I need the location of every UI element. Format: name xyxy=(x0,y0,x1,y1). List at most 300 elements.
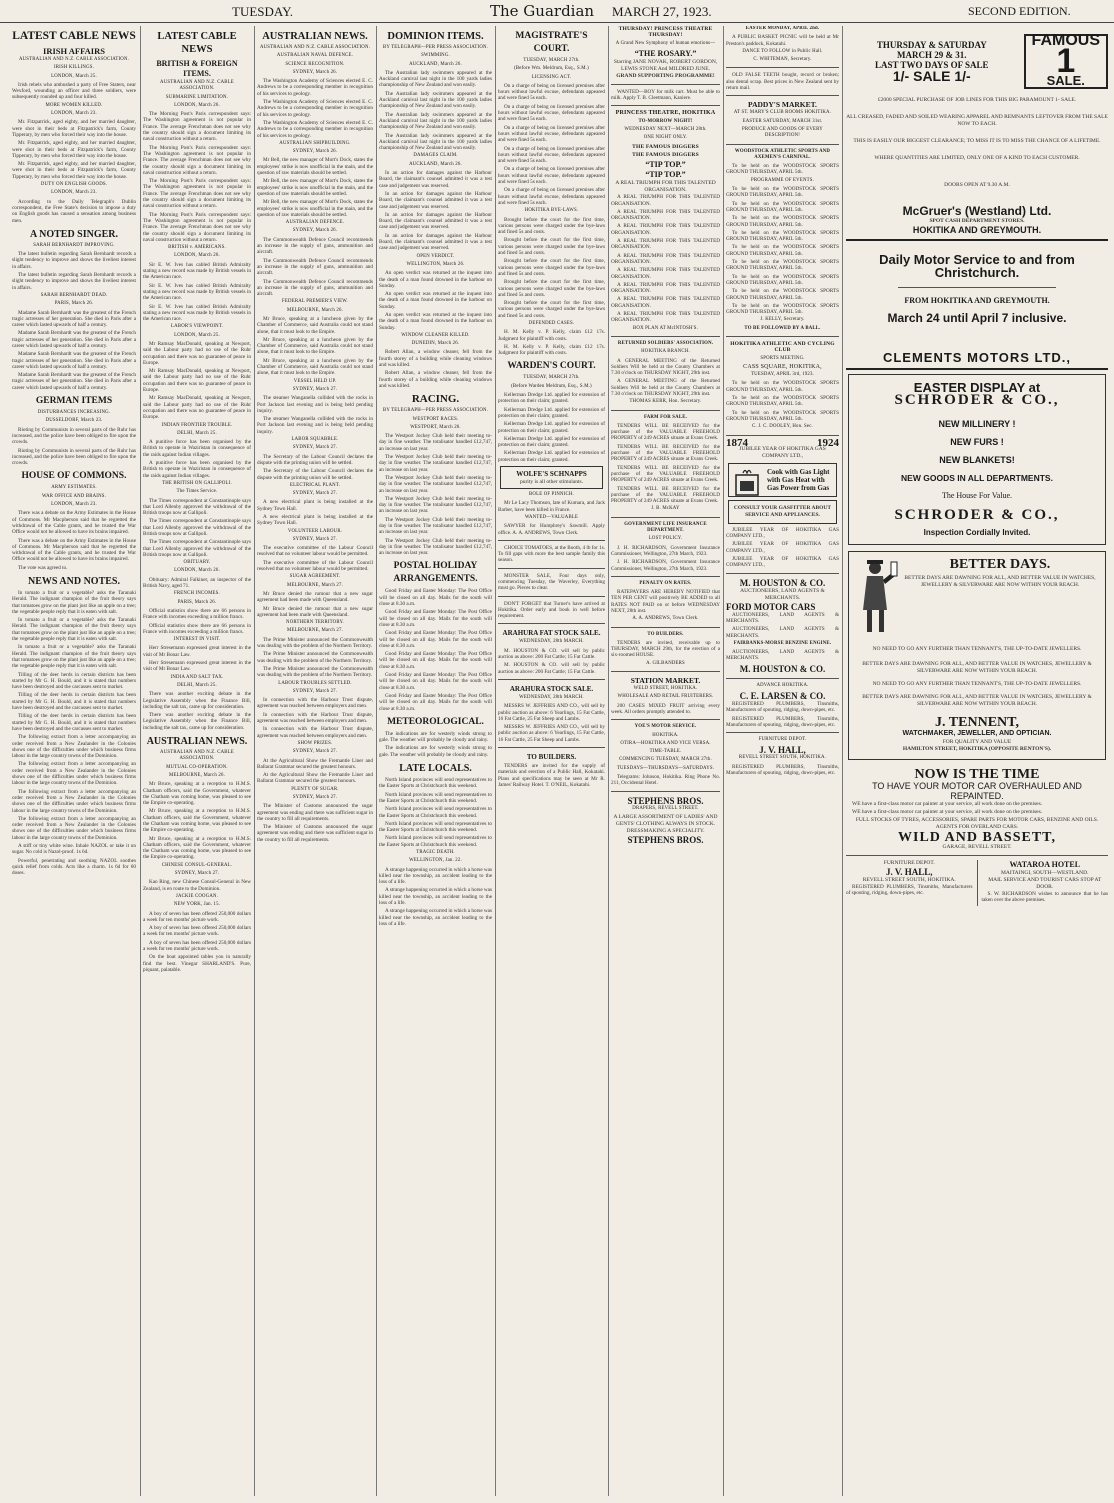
source-line: AUSTRALIAN AND N.Z. CABLE ASSOCIATION. xyxy=(160,80,234,92)
article-text: The steamer Wanganella collided with the rocks in Port Jackson last evening and is being held pending inquiry. xyxy=(257,416,373,435)
famous-label: FAMOUS xyxy=(1031,32,1100,49)
kicker: HOKITIKA BYE-LAWS. xyxy=(524,208,579,214)
ad-title: M. HOUSTON & CO. xyxy=(739,577,826,588)
ad-line: J. KELLY, Secretary. xyxy=(760,317,805,323)
ad-line: TUESDAY, APRIL 3rd, 1923. xyxy=(751,372,814,378)
article-text: The Australian lady swimmers appeared at the Auckland carnival last night in the 100 yards ladies championship of New Zealand and won easily. xyxy=(379,90,492,110)
ad-line: ADVANCE HOKITIKA. xyxy=(756,682,809,688)
article-text: Robert Allan, a window cleaner, fell from the fourth storey of a building while cleaning windows and was killed. xyxy=(379,349,492,369)
ad-title: J. TENNENT, xyxy=(935,714,1019,730)
article-text: The Commonwealth Defence Council recommends an increase in the supply of guns, ammunition and aircraft. xyxy=(257,257,373,277)
article-text: The Westport Jockey Club held their meeting to-day in fine weather. The totalisator handled £12,747, an increase on last year. xyxy=(379,495,492,515)
ad-text: TENDERS WILL BE RECEIVED for the purchase of the VALUABLE FREEHOLD PROPERTY of 249 ACRES situate at Evans Creek. xyxy=(611,422,720,442)
article-text: There was a debate on the Army Estimates in the House of Commons. Mr Macpherson said that he regretted the withdrawal of the Cable grants, and he trusted the War Office would not be allowed to have its brains impaired. xyxy=(12,510,136,536)
ad-text: To be held on the WOODSTOCK SPORTS GROUND THURSDAY, APRIL 5th. xyxy=(726,395,839,408)
headline: GERMAN ITEMS xyxy=(35,396,113,407)
dateline: DUSSELDORF, March 23. xyxy=(45,418,103,424)
ad-line: LAST TWO DAYS OF SALE xyxy=(875,59,989,70)
ad-text: AUCTIONEERS, LAND AGENTS & MERCHANTS. xyxy=(726,626,839,639)
column-8 xyxy=(846,26,1108,1496)
ad-text: To be held on the WOODSTOCK SPORTS GROUND THURSDAY, APRIL 5th. xyxy=(726,259,839,272)
ad-line: NEW FURS ! xyxy=(950,436,1004,447)
article-text: The Australian lady swimmers appeared at the Auckland carnival last night in the 100 yards ladies championship of New Zealand and won easily. xyxy=(379,69,492,89)
ad-text: OLD FALSE TEETH bought, record or broken; also dental scrap. Best prices in New Zealand sent by return mail. xyxy=(726,72,839,92)
masthead-edition: SECOND EDITION. xyxy=(968,4,1071,18)
ad-text: BETTER DAYS ARE DAWNING FOR ALL, AND BETTER VALUE IN WATCHES, JEWELLERY & SILVERWARE ARE NOW WITHIN YOUR REACH. xyxy=(904,574,1096,588)
ad-text: REGISTERED PLUMBERS, Tinsmiths, Manufacturers of spouting, ridging, down-pipes, etc. xyxy=(726,763,839,777)
kicker: VESSEL HELD UP. xyxy=(293,378,337,384)
dateline: DUNEDIN, March 26. xyxy=(411,341,460,347)
headline: LATEST CABLE NEWS xyxy=(12,30,136,42)
dateline: LONDON, March 23. xyxy=(51,190,97,196)
article-text: M. HOUSTON & CO. will sell by public auction as above: 200 Fat Cattle; 15 Fat Cattle. xyxy=(498,647,605,661)
ad-line: Inspection Cordially Invited. xyxy=(923,527,1031,537)
tennent-ad xyxy=(848,551,1106,760)
article-text: A boy of seven has been offered 250,000 dollars a week for ten months' picture work. xyxy=(143,925,251,938)
article-text: Mr Bell, the new manager of Mort's Dock, states the employees' strike is now unofficial in the main, and the question of raw materials should be settled. xyxy=(257,199,373,218)
article-text: The following extract from a letter accompanying an order received from a New Zealander in the Colonies shows one of the difficulties under which business firms labour in the large country towns of the Dominion. xyxy=(12,815,136,841)
article-text: Mr Bruce, speaking at a reception to H.M.S. Chatham officers, said the Government, whatever the Chatham was coming home, was pleased to see the Empire co-operating. xyxy=(143,808,251,834)
kicker: DAMAGES CLAIM. xyxy=(413,153,458,159)
article-text: North Island provinces will send representatives to the Easter Sports at Christchurch this weekend. xyxy=(379,806,492,819)
article-text: A stiff or tiny white wine. Inhale NAZOL or take it on sugar. No cold is Nazol-proof. 1s 6d. xyxy=(12,842,136,856)
ad-text: JUBILEE YEAR OF HOKITIKA GAS COMPANY LTD., xyxy=(726,526,839,540)
ad-text: A REAL TRIUMPH FOR THIS TALENTED ORGANISATION. xyxy=(611,223,720,236)
article-text: MONSTER SALE, Four days only, commencing Tuesday, the Waverley, Everything must go. Pieces to clear. xyxy=(498,572,605,592)
kicker: SUBMARINE LIMITATION. xyxy=(165,94,229,100)
article-text: The executive committee of the Labour Council resolved that no volunteer labour would be permitted. xyxy=(257,545,373,558)
ad-line: FARM FOR SALE. xyxy=(643,414,688,420)
article-text: Good Friday and Easter Monday: The Post Office will be closed on all day. Mails for the south will close at 8.30 a.m. xyxy=(379,692,492,712)
ad-line: TO BE FOLLOWED BY A BALL. xyxy=(744,325,821,331)
ad-text: A REAL TRIUMPH FOR THIS TALENTED ORGANISATION. xyxy=(611,296,720,309)
dateline: TUESDAY, MARCH 27th. xyxy=(523,375,580,381)
dateline: SYDNEY, March 26. xyxy=(292,69,338,75)
ad-text: REGISTERED PLUMBERS, Tinsmiths, Manufacturers of spouting, ridging, down-pipes, etc. xyxy=(726,701,839,714)
article-text: There was another exciting debate in the Legislative Assembly when the Finance Bill, including the salt tax, came up for consideration. xyxy=(143,691,251,710)
ad-text: JUBILEE YEAR OF HOKITIKA GAS COMPANY LTD., xyxy=(726,541,839,554)
ad-title: CLEMENTS MOTORS LTD., xyxy=(882,349,1072,365)
article-text: Irish rebels who ambushed a party of Free Staters, near Wexford, wounding an officer and three soldiers, were subsequently rounded up and four killed. xyxy=(12,81,136,101)
article-text: Madame Sarah Bernhardt was the greatest of the French tragic actresses of her generation. She died in Paris after a career which lasted upwards of half a century. xyxy=(12,309,136,329)
ad-line: C. J. C. DOOLEY, Hon. Sec. xyxy=(752,424,813,430)
ad-line: FAIRBANKS-MORSE BENZINE ENGINE. xyxy=(733,640,832,646)
article-text: In an action for damages against the Harbour Board, the claimant's counsel admitted it was a test case and judgement was reserved. xyxy=(379,232,492,252)
dateline: SYDNEY, March 27. xyxy=(292,794,338,800)
ad-text: BETTER DAYS ARE DAWNING FOR ALL, AND BETTER VALUE IN WATCHES, JEWELLERY & SILVERWARE ARE NOW WITHIN YOUR REACH. xyxy=(862,660,1092,674)
article-text: North Island provinces will send representatives to the Easter Sports at Christchurch this weekend. xyxy=(379,791,492,804)
dateline: PARIS, March 26. xyxy=(177,599,217,605)
article-text: M. HOUSTON & CO. will sell by public auction as above: 200 Fat Cattle; 15 Fat Cattle. xyxy=(498,662,605,675)
dateline: MELBOURNE, March 27. xyxy=(287,628,343,634)
kicker: LABOUR TROUBLES SETTLED. xyxy=(278,680,352,686)
headline: MAGISTRATE'S COURT. xyxy=(515,31,588,54)
article-text: Mr Ramsay MacDonald, speaking at Newport, said the Labour party had no use of the Ruhr occupation and there was no guarantee of peace in Europe. xyxy=(143,340,251,366)
famous-sale: SALE. xyxy=(1046,73,1085,89)
article-text: Mr. Fitzpatrick, aged eighty, and her married daughter, were shot in their beds at Fitzpatrick's farm, County Tipperary, by men who forced their way into the house. xyxy=(12,161,136,180)
article-text: An open verdict was returned at the inquest into the death of a man found drowned in the harbour on Sunday. xyxy=(379,291,492,310)
article-text: The following extract from a letter accompanying an order received from a New Zealander in the Colonies shows one of the difficulties under which business firms labour in the large country towns of the Dominion. xyxy=(12,788,136,814)
article-text: At the Agricultural Show the Fremantle Liner and Ballarat Grammar secured the greatest honours. xyxy=(257,772,373,785)
ad-line: THE FAMOUS DIGGERS xyxy=(632,151,699,158)
column-4 xyxy=(379,26,492,1496)
article-text: There was a debate on the Army Estimates in the House of Commons. Mr Macpherson said that he regretted the withdrawal of the Cable grants, and he trusted the War Office would not be allowed to have its brains impaired. xyxy=(12,537,136,563)
article-text: Mr Bruce, speaking at a luncheon given by the Chamber of Commerce, said Australia could not stand alone, that it must look to the Empire. xyxy=(257,336,373,356)
ad-line: CASS SQUARE, HOKITIKA, xyxy=(743,363,822,370)
article-text: The Westport Jockey Club held their meeting to-day in fine weather. The totalisator handled £12,747, an increase on last year. xyxy=(379,474,492,494)
kicker: AUSTRALIAN SHIPBUILDING. xyxy=(279,140,351,146)
ad-line: YOE'S MOTOR SERVICE. xyxy=(634,724,697,730)
article-text: An open verdict was returned at the inquest into the death of a man found drowned in the harbour on Sunday. xyxy=(379,270,492,289)
ad-text: SPOT CASH DEPARTMENT STORES. xyxy=(929,217,1025,224)
article-text: In an action for damages against the Harbour Board, the claimant's counsel admitted it was a test case and judgement was reserved. xyxy=(379,190,492,210)
ad-line: C. WHITEMAN, Secretary. xyxy=(753,57,812,63)
gas-ad-consult: CONSULT YOUR GASFITTER ABOUT SERVICE AND APPLIANCES. xyxy=(728,500,837,524)
dateline: WESTPORT, March 26. xyxy=(410,424,461,430)
masthead xyxy=(0,0,1114,23)
kicker: WINDOW CLEANER KILLED. xyxy=(401,332,470,338)
ad-title: Daily Motor Service to and from Christchurch. xyxy=(879,251,1075,280)
ad-text: WANTED—BOY for milk cart. Must be able to milk. Apply T. B. Cleetmann, Kaniere. xyxy=(611,88,720,102)
ad-text: To be held on the WOODSTOCK SPORTS GROUND THURSDAY, APRIL 5th. xyxy=(726,229,839,243)
ad-text: HAMILTON STREET, HOKITIKA (OPPOSITE RENTON'S). xyxy=(902,745,1052,752)
ad-title: March 24 until April 7 inclusive. xyxy=(887,310,1067,325)
dateline: AUCKLAND, March 26. xyxy=(409,161,462,167)
masthead-day: TUESDAY. xyxy=(232,4,294,19)
article-text: Tilling of the deer herds in certain districts has been started by Mr G. H. Bould, and it is stated that numbers have been destroyed and the carcasses sent to market. xyxy=(12,713,136,732)
article-text: The Prime Minister announced the Commonwealth was dealing with the problem of the Northern Territory. xyxy=(257,665,373,679)
ad-title: M. HOUSTON & CO. xyxy=(739,663,826,674)
dateline: MELBOURNE, March 27. xyxy=(287,582,343,588)
ad-line: FURNITURE DEPOT. xyxy=(758,737,807,743)
ad-line: DRAPERS, REVELL STREET. xyxy=(632,805,699,811)
ad-title: J. V. HALL, xyxy=(759,745,806,756)
ad-text: To be held on the WOODSTOCK SPORTS GROUND THURSDAY, APRIL 5th. xyxy=(726,244,839,257)
article-text: The Westport Jockey Club held their meeting to-day in fine weather. The totalisator handled £12,747, an increase on last year. xyxy=(379,516,492,536)
article-text: Kellerman Dredge Ltd. applied for extension of protection on their claim; granted. xyxy=(498,435,605,449)
article-text: The Australian lady swimmers appeared at the Auckland carnival last night in the 100 yards ladies championship of New Zealand and won easily. xyxy=(379,111,492,131)
ad-line: HOKITIKA AND GREYMOUTH. xyxy=(912,224,1042,235)
ad-line: EASTER MONDAY, APRIL 2nd. xyxy=(745,26,820,31)
kicker: INTEREST IN VISIT. xyxy=(173,637,221,643)
article-text: The Commonwealth Defence Council recommends an increase in the supply of guns, ammunition and aircraft. xyxy=(257,278,373,298)
article-text: Herr Stresemann expressed great interest in the visit of Mr Bonar Law. xyxy=(143,645,251,658)
article-text: The Prime Minister announced the Commonwealth was dealing with the problem of the Northern Territory. xyxy=(257,651,373,664)
dateline: MELBOURNE, March 26. xyxy=(169,772,225,778)
ad-text: JUBILEE YEAR OF HOKITIKA GAS COMPANY LTD., xyxy=(739,445,826,459)
article-text: Robert Allan, a window cleaner, fell from the fourth storey of a building while cleaning windows and was killed. xyxy=(379,370,492,389)
ad-title: J. V. HALL, xyxy=(886,867,933,878)
ad-line: TO HAVE YOUR MOTOR CAR OVERHAULED AND REPAINTED. xyxy=(872,780,1082,801)
kicker: CHINESE CONSUL-GENERAL. xyxy=(161,862,233,868)
kicker: TRAGIC DEATH. xyxy=(416,849,455,855)
article-text: The Washington Academy of Sciences elected E. C. Andrews to be a corresponding member in recognition of his services to geology. xyxy=(257,78,373,97)
article-text: On a charge of being on licensed premises after hours without lawful excuse, defendants appeared and were fined 5s each. xyxy=(498,187,605,206)
article-text: The Australian lady swimmers appeared at the Auckland carnival last night in the 100 yards ladies championship of New Zealand and won easily. xyxy=(379,132,492,152)
dateline: SYDNEY, March 27. xyxy=(292,749,338,755)
article-text: Mr Ramsay MacDonald, speaking at Newport, said the Labour party had no use of the Ruhr occupation and there was no guarantee of peace in Europe. xyxy=(143,395,251,421)
ad-text: A REAL TRIUMPH FOR THIS TALENTED ORGANISATION. xyxy=(611,194,720,207)
kicker: FEDERAL PREMIER'S VIEW. xyxy=(282,299,348,305)
kicker: LABOR'S VIEWPOINT. xyxy=(171,324,223,330)
column-5 xyxy=(498,26,605,1496)
headline: AUSTRALIAN NEWS. xyxy=(146,736,248,748)
ad-title: SCHRODER & CO., xyxy=(894,506,1060,523)
headline: POSTAL HOLIDAY ARRANGEMENTS. xyxy=(393,561,478,585)
ad-text: FOR QUALITY AND VALUE xyxy=(942,738,1012,745)
kicker: FRENCH INCOMES. xyxy=(174,591,220,597)
article-text: A punitive force has been organised by the British to operate in Waziristan in consequence of the raids against Indian villages. xyxy=(143,460,251,479)
ad-title: NOW IS THE TIME xyxy=(914,766,1040,782)
article-text: A boy of seven has been offered 250,000 dollars a week for ten months' picture work. xyxy=(143,910,251,923)
ad-line: HOKITIKA BRANCH. xyxy=(641,349,690,355)
ad-text: AGENTS FOR OVERLAND CARS. xyxy=(935,824,1019,831)
article-text: Good Friday and Easter Monday: The Post Office will be closed on all day. Mails for the south will close at 8.30 a.m. xyxy=(379,588,492,608)
article-text: MESSRS W. JEFFRIES AND CO., will sell by public auction as above: 6 Yearlings, 15 Fat Cattle, 16 Fat Cattle, 25 Fat Sheep and Lambs. xyxy=(498,703,605,722)
article-text: The Morning Post's Paris correspondent says: The Washington agreement is not popular in France. The average Frenchman does not see why the country should sign a document limiting its naval construction without a return. xyxy=(143,211,251,243)
ad-title: FORD MOTOR CARS xyxy=(726,601,816,612)
ad-text: WHERE QUANTITIES ARE LIMITED, ONLY ONE OF A KIND TO EACH CUSTOMER. xyxy=(874,154,1080,161)
article-text: CHOICE TOMATOES, at the Booth, 4 lb for 1s. To fill gaps with more the best sample family this season. xyxy=(498,544,605,564)
ad-text: AUCTIONEERS, LAND AGENTS & MERCHANTS. xyxy=(726,649,839,662)
article-text: Brought before the court for the first time, various persons were charged under the bye-laws and fined 5s and costs. xyxy=(498,300,605,319)
article-text: In tomato a fruit or a vegetable? asks the Taranaki Herald. The indignant champion of the fruit theory says that tomatoes grow on the plant just like an apple on a tree; the vegetable people reply that it is eaten with salt. xyxy=(12,644,136,670)
ad-text: A REAL TRIUMPH FOR THIS TALENTED ORGANISATION. xyxy=(611,267,720,280)
ad-text: AUCTIONEERS, LAND AGENTS & MERCHANTS. xyxy=(726,611,839,624)
ad-text: ALL CREASED, FADED AND SOILED WEARING APPAREL AND REMNANTS LEFTOVER FROM THE SALE NOW TO EACH. xyxy=(846,113,1108,127)
masthead-date: MARCH 27, 1923. xyxy=(612,4,712,19)
kicker: INDIA AND SALT TAX. xyxy=(170,674,224,680)
kicker: SARAH BERNHARDT DEAD. xyxy=(40,292,108,298)
kicker: WANTED—VALUABLE xyxy=(524,514,579,520)
column-6 xyxy=(611,26,720,1496)
article-text: Sir E. W. Ives has cabled British Admiralty stating a new record was made by British vessels in the American race. xyxy=(143,303,251,323)
article-text: In connection with the Harbour Trust dispute, agreement was reached between employers and men. xyxy=(257,726,373,739)
dateline: LONDON, March 25. xyxy=(51,73,97,79)
ad-line: EASTER SATURDAY, MARCH 31st. xyxy=(742,118,823,124)
article-text: The vote was agreed to. xyxy=(18,564,68,571)
article-text: At the Agricultural Show the Fremantle Liner and Ballarat Grammar secured the greatest honours. xyxy=(257,757,373,770)
ad-line: WELD STREET, HOKITIKA. xyxy=(633,686,698,692)
dateline: TUESDAY, MARCH 27th. xyxy=(523,58,580,63)
subheadline: BRITISH & FOREIGN ITEMS. xyxy=(156,59,238,78)
ad-line: MARCH 29 & 31. xyxy=(897,49,967,60)
kicker: SWIMMING. xyxy=(421,53,450,59)
kicker: LABOR SQUABBLE. xyxy=(291,437,339,443)
article-text: The following extract from a letter accompanying an order received from a New Zealander in the Colonies shows one of the difficulties under which business firms labour in the large country towns of the Dominion. xyxy=(12,734,136,760)
article-text: Mr Bell, the new manager of Mort's Dock, states the employees' strike is now unofficial in the main, and the question of raw materials should be settled. xyxy=(257,157,373,177)
article-text: North Island provinces will send representatives to the Easter Sports at Christchurch this weekend. xyxy=(379,820,492,834)
article-text: Obituary: Admiral Falkiner, an inspector of the British Navy, aged 71. xyxy=(143,576,251,590)
ad-text: A GENERAL MEETING of the Returned Soldiers Will be held at the County Chambers at 7.30 o'clock on THURSDAY NIGHT, 29th inst. xyxy=(611,378,720,397)
ad-text: WE have a first-class motor car painter at your service, all work done on the premises. xyxy=(852,808,1043,815)
article-text: Sir E. W. Ives has cabled British Admiralty stating a new record was made by British vessels in the American race. xyxy=(143,261,251,281)
famous-badge xyxy=(1024,34,1108,89)
ad-title: STEPHENS BROS. xyxy=(627,795,704,806)
ad-line: A Grand New Symphony of human emotions— xyxy=(615,40,716,46)
ad-text: MAITAINGI, SOUTH—WESTLAND. xyxy=(1001,870,1089,877)
hall-ad xyxy=(846,860,978,906)
ad-line: PROGRAMME OF EVENTS. xyxy=(750,177,815,183)
gas-ad xyxy=(728,463,837,497)
article-text: Sir E. W. Ives has cabled British Admiralty stating a new record was made by British vessels in the American race. xyxy=(143,282,251,302)
ad-title: EASTER DISPLAY at xyxy=(913,379,1041,395)
headline: LATE LOCALS. xyxy=(399,763,472,775)
ad-title: BETTER DAYS. xyxy=(949,556,1051,572)
ad-text: TENDERS WILL BE RECEIVED for the purchase of the VALUABLE FREEHOLD PROPERTY of 249 ACRES situate at Evans Creek. xyxy=(611,485,720,505)
ad-title: STATION MARKET. xyxy=(630,676,701,686)
famous-one: 1 xyxy=(1056,42,1076,81)
article-text: The Morning Post's Paris correspondent says: The Washington agreement is not popular in France. The average Frenchman does not see why the country should sign a document limiting its naval construction without a return. xyxy=(143,144,251,176)
ad-title: WATAROA HOTEL xyxy=(1009,860,1081,870)
article-text: Mr Bruce, speaking at a reception to H.M.S. Chatham officers, said the Government, whatever the Chatham was coming home, was pleased to see the Empire co-operating. xyxy=(143,781,251,807)
ad-line: TO BUILDERS. xyxy=(647,631,684,637)
dateline: SYDNEY, March 27. xyxy=(174,871,220,877)
article-text: The Morning Post's Paris correspondent says: The Washington agreement is not popular in France. The average Frenchman does not see why the country should sign a document limiting its naval construction without a return. xyxy=(143,178,251,210)
ad-text: GARAGE, REVELL STREET. xyxy=(942,844,1012,851)
ad-text: WE have a first-class motor car painter at your service, all work done on the premises. xyxy=(852,800,1043,807)
article-text: Mr Bell, the new manager of Mort's Dock, states the employees' strike is now unofficial in the main, and the question of raw materials should be settled. xyxy=(257,178,373,197)
ad-text: TENDERS are invited, receivable up to THURSDAY, MARCH 29th, for the erection of a six-roomed HOUSE. xyxy=(611,639,720,659)
ad-text: A REAL TRIUMPH FOR THIS TALENTED ORGANISATION. xyxy=(611,252,720,265)
article-text: H. M. Kelly v. P. Kelly, claim £12 17s. Judgment for plaintiff with costs. xyxy=(498,329,605,342)
article-text: In tomato a fruit or a vegetable? asks the Taranaki Herald. The indignant champion of the fruit theory says that tomatoes grow on the plant just like an apple on a tree; the vegetable people reply that it is eaten with salt. xyxy=(12,617,136,643)
dateline: PARIS, March 26. xyxy=(54,301,94,307)
article-text: Official statistics show there are 66 persons in France with incomes exceeding a million francs. xyxy=(143,622,251,635)
article-text: Official statistics show there are 66 persons in France with incomes exceeding a million francs. xyxy=(143,607,251,621)
kicker: PLENTY OF SUGAR. xyxy=(291,786,339,792)
headline: A NOTED SINGER. xyxy=(29,228,119,240)
ad-text: TENDERS WILL BE RECEIVED for the purchase of the VALUABLE FREEHOLD PROPERTY of 249 ACRES situate at Evans Creek. xyxy=(611,464,720,484)
ad-line: GOVERNMENT LIFE INSURANCE DEPARTMENT. xyxy=(624,521,707,534)
ad-text: Starring JANE NOVAK, ROBERT GORDON, LEWIS STONE And MILDRED JUNE. xyxy=(613,58,718,72)
ad-line: A. GILBANDERS xyxy=(646,660,685,666)
dateline: SYDNEY, March 27. xyxy=(292,491,338,497)
article-text: The latest bulletin regarding Sarah Bernhardt records a slight tendency to improve and shows the liveliest interest in affairs. xyxy=(12,272,136,291)
ad-text: NO NEED TO GO ANY FURTHER THAN TENNANT'S, THE UP-TO-DATE JEWELLERS. xyxy=(872,680,1082,687)
ad-text: A REAL TRIUMPH FOR THIS TALENTED ORGANISATION. xyxy=(611,281,720,295)
article-text: The Minister of Customs announced the sugar agreement was ending and there was sufficient sugar in the country to fill all requirements. xyxy=(257,824,373,843)
ad-text: NO NEED TO GO ANY FURTHER THAN TENNANT'S, THE UP-TO-DATE JEWELLERS. xyxy=(872,645,1082,652)
schnapps-ad xyxy=(500,466,603,489)
ad-text: TENDERS WILL BE RECEIVED for the purchase of the VALUABLE FREEHOLD PROPERTY of 249 ACRES situate at Evans Creek. xyxy=(611,443,720,463)
ad-line: LOST POLICY. xyxy=(648,536,683,542)
ad-text: To be held on the WOODSTOCK SPORTS GROUND THURSDAY, APRIL 5th. xyxy=(726,302,839,316)
article-text: The Westport Jockey Club held their meeting to-day in fine weather. The totalisator handled £12,747, an increase on last year. xyxy=(379,454,492,473)
kicker: OPEN VERDICT. xyxy=(416,253,455,259)
ad-title: ARAHURA FAT STOCK SALE. xyxy=(502,629,601,638)
article-text: Madame Sarah Bernhardt was the greatest of the French tragic actresses of her generation. She died in Paris after a career which lasted upwards of half a century. xyxy=(12,351,136,370)
ad-text: To be held on the WOODSTOCK SPORTS GROUND THURSDAY, APRIL 5th. xyxy=(726,163,839,176)
article-text: Kellerman Dredge Ltd. applied for extension of protection on their claim; granted. xyxy=(498,406,605,419)
article-text: Kellerman Dredge Ltd. applied for extension of protection on their claim; granted. xyxy=(498,450,605,463)
ad-title: PADDY'S MARKET. xyxy=(748,100,817,110)
ad-text: REGISTERED PLUMBERS, Tinsmiths, Manufacturers of spouting, ridging, down-pipes, etc. xyxy=(726,715,839,728)
article-text: Kellerman Dredge Ltd. applied for extension of protection on their claim; granted. xyxy=(498,392,605,405)
ad-text: REGISTERED PLUMBERS, Tinsmiths, Manufacturers of spouting, ridging, down-pipes, etc. xyxy=(846,884,973,897)
town-crier-figure-icon xyxy=(853,558,899,638)
article-text: In an action for damages against the Harbour Board, the claimant's counsel admitted it was a test case and judgement was reserved. xyxy=(379,211,492,231)
kicker: SCIENCE RECOGNITION. xyxy=(285,61,345,67)
ad-text: To be held on the WOODSTOCK SPORTS GROUND THURSDAY, APRIL 5th. xyxy=(726,288,839,301)
headline: NEWS AND NOTES. xyxy=(28,576,120,587)
ad-line: NEW MILLINERY ! xyxy=(938,418,1016,429)
dateline: WEDNESDAY, 28th MARCH. xyxy=(519,694,584,700)
article-text: Mr Bruce denied the rumour that a new sugar agreement had been made with Queensland. xyxy=(257,605,373,618)
ad-text: Telegrams: Johnson, Hokitika. Ring Phone No. 211, Occidental Hotel. xyxy=(611,774,720,787)
ad-title: “TIP TOP.” xyxy=(645,160,686,170)
ad-line: OTIRA—HOKITIKA AND VICE VERSA. xyxy=(620,740,711,746)
ad-line: FROM HOKITIKA AND GREYMOUTH. xyxy=(904,295,1050,305)
ad-text: S. W. RICHARDSON wishes to announce that he has taken over the above premises. xyxy=(981,891,1108,904)
article-text: A new electrical plant is being installed at the Sydney Town Hall. xyxy=(257,499,373,512)
ad-line: J. B. McKAY xyxy=(651,506,680,512)
article-text: Mr Le Lacy Thomson, late of Kumara, and Jack Barber, have been killed in France. xyxy=(498,500,605,513)
article-text: Mr Ramsay MacDonald, speaking at Newport, said the Labour party had no use of the Ruhr occupation and there was no guarantee of peace in Europe. xyxy=(143,368,251,394)
article-text: On a charge of being on licensed premises after hours without lawful excuse, defendants appeared and were fined 5s each. xyxy=(498,166,605,186)
ad-title: C. E. LARSEN & CO. xyxy=(739,691,826,701)
ad-line: RETURNED SOLDIERS' ASSOCIATION. xyxy=(617,340,714,346)
headline: HOUSE OF COMMONS. xyxy=(21,471,127,482)
article-text: A strange happening occurred in which a horse was killed near the township, an accident leading to the loss of a life. xyxy=(379,887,492,907)
kicker: DEFENDED CASES. xyxy=(528,320,575,326)
ad-line: WEDNESDAY NEXT—MARCH 28th. xyxy=(624,127,707,133)
article-text: An open verdict was returned at the inquest into the death of a man found drowned in the harbour on Sunday. xyxy=(379,311,492,331)
dateline: SYDNEY, March 27. xyxy=(292,386,338,392)
article-text: A strange happening occurred in which a horse was killed near the township, an accident leading to the loss of a life. xyxy=(379,866,492,886)
ad-text: To be held on the WOODSTOCK SPORTS GROUND THURSDAY, APRIL 5th. xyxy=(726,200,839,213)
ad-text: To be held on the WOODSTOCK SPORTS GROUND THURSDAY, APRIL 5th. xyxy=(726,380,839,393)
headline: RACING. xyxy=(411,393,460,406)
schroder-ad xyxy=(848,374,1106,545)
ad-title: WOLFE'S SCHNAPPS xyxy=(516,470,587,479)
kicker: SUGAR AGREEMENT. xyxy=(289,574,341,580)
ad-text: 200 CASES MIXED FRUIT arriving every week. All orders promptly attended to. xyxy=(611,702,720,715)
article-text: Rioting by Communists in several parts of the Ruhr has increased, and the police have been obliged to fire upon the crowds. xyxy=(12,426,136,446)
article-text: Good Friday and Easter Monday: The Post Office will be closed on all day. Mails for the south will close at 8.30 a.m. xyxy=(379,651,492,670)
article-text: The steamer Wanganella collided with the rocks in Port Jackson last evening and is being held pending inquiry. xyxy=(257,395,373,414)
article-text: A punitive force has been organised by the British to operate in Waziristan in consequence of the raids against Indian villages. xyxy=(143,439,251,458)
dateline: LONDON, March 23. xyxy=(51,111,97,117)
article-text: Kao Ring, new Chinese Consul-General in New Zealand, is en route to the Dominion. xyxy=(143,879,251,892)
article-text: Mr Bruce, speaking at a luncheon given by the Chamber of Commerce, said Australia could not stand alone, that it must look to the Empire. xyxy=(257,357,373,377)
article-text: According to the Daily Telegraph's Dublin correspondent, the Free State's decision to impose a duty on English goods has caused a sensation among business men. xyxy=(12,198,136,224)
dateline: DELHI, March 25. xyxy=(177,430,217,436)
headline: AUSTRALIAN NEWS. xyxy=(262,31,368,42)
ad-line: COMMENCING TUESDAY, MARCH 27th. xyxy=(619,757,712,763)
source-line: BY TELEGRAPH—PER PRESS ASSOCIATION. xyxy=(382,408,489,414)
article-text: In tomato a fruit or a vegetable? asks the Taranaki Herald. The indignant champion of the fruit theory says that tomatoes grow on the plant just like an apple on a tree; the vegetable people reply that it is eaten with salt. xyxy=(12,590,136,615)
article-text: The Washington Academy of Sciences elected E. C. Andrews to be a corresponding member in recognition of his services to geology. xyxy=(257,99,373,118)
article-text: Brought before the court for the first time, various persons were charged under the bye-laws and fined 5s and costs. xyxy=(498,279,605,298)
ad-text: DRESSMAKING A SPECIALITY. xyxy=(626,827,705,834)
article-text: A boy of seven has been offered 250,000 dollars a week for ten months' picture work. xyxy=(143,939,251,953)
ad-text: JUBILEE YEAR OF HOKITIKA GAS COMPANY LTD., xyxy=(726,556,839,569)
kicker: The Times Service. xyxy=(176,489,218,495)
kicker: DUTY ON ENGLISH GOODS. xyxy=(40,182,108,188)
article-text: A strange happening occurred in which a horse was killed near the township, an accident leading to the loss of a life. xyxy=(379,908,492,927)
article-text: The Times correspondent at Constantinople says that Lord Allenby approved the withdrawal of the British troops now at Gallipoli. xyxy=(143,518,251,537)
ad-line: NEW BLANKETS! xyxy=(939,454,1015,465)
ad-text: J. H. RICHARDSON, Government Insurance Commissioner, Wellington, 27th March, 1923. xyxy=(611,544,720,557)
kicker: BOLE OF PINNICH. xyxy=(529,492,574,498)
ad-line: HOKITIKA. xyxy=(652,732,679,738)
masthead-title: The Guardian xyxy=(490,2,595,20)
source-line: AUSTRALIAN AND N.Z. CABLE ASSOCIATION. xyxy=(160,750,234,762)
article-text: The Secretary of the Labour Council declares the dispute with the printing union will be settled. xyxy=(257,453,373,466)
article-text: On a charge of being on licensed premises after hours without lawful excuse, defendants appeared and were fined 5s each. xyxy=(498,124,605,144)
article-text: A new electrical plant is being installed at the Sydney Town Hall. xyxy=(257,514,373,527)
